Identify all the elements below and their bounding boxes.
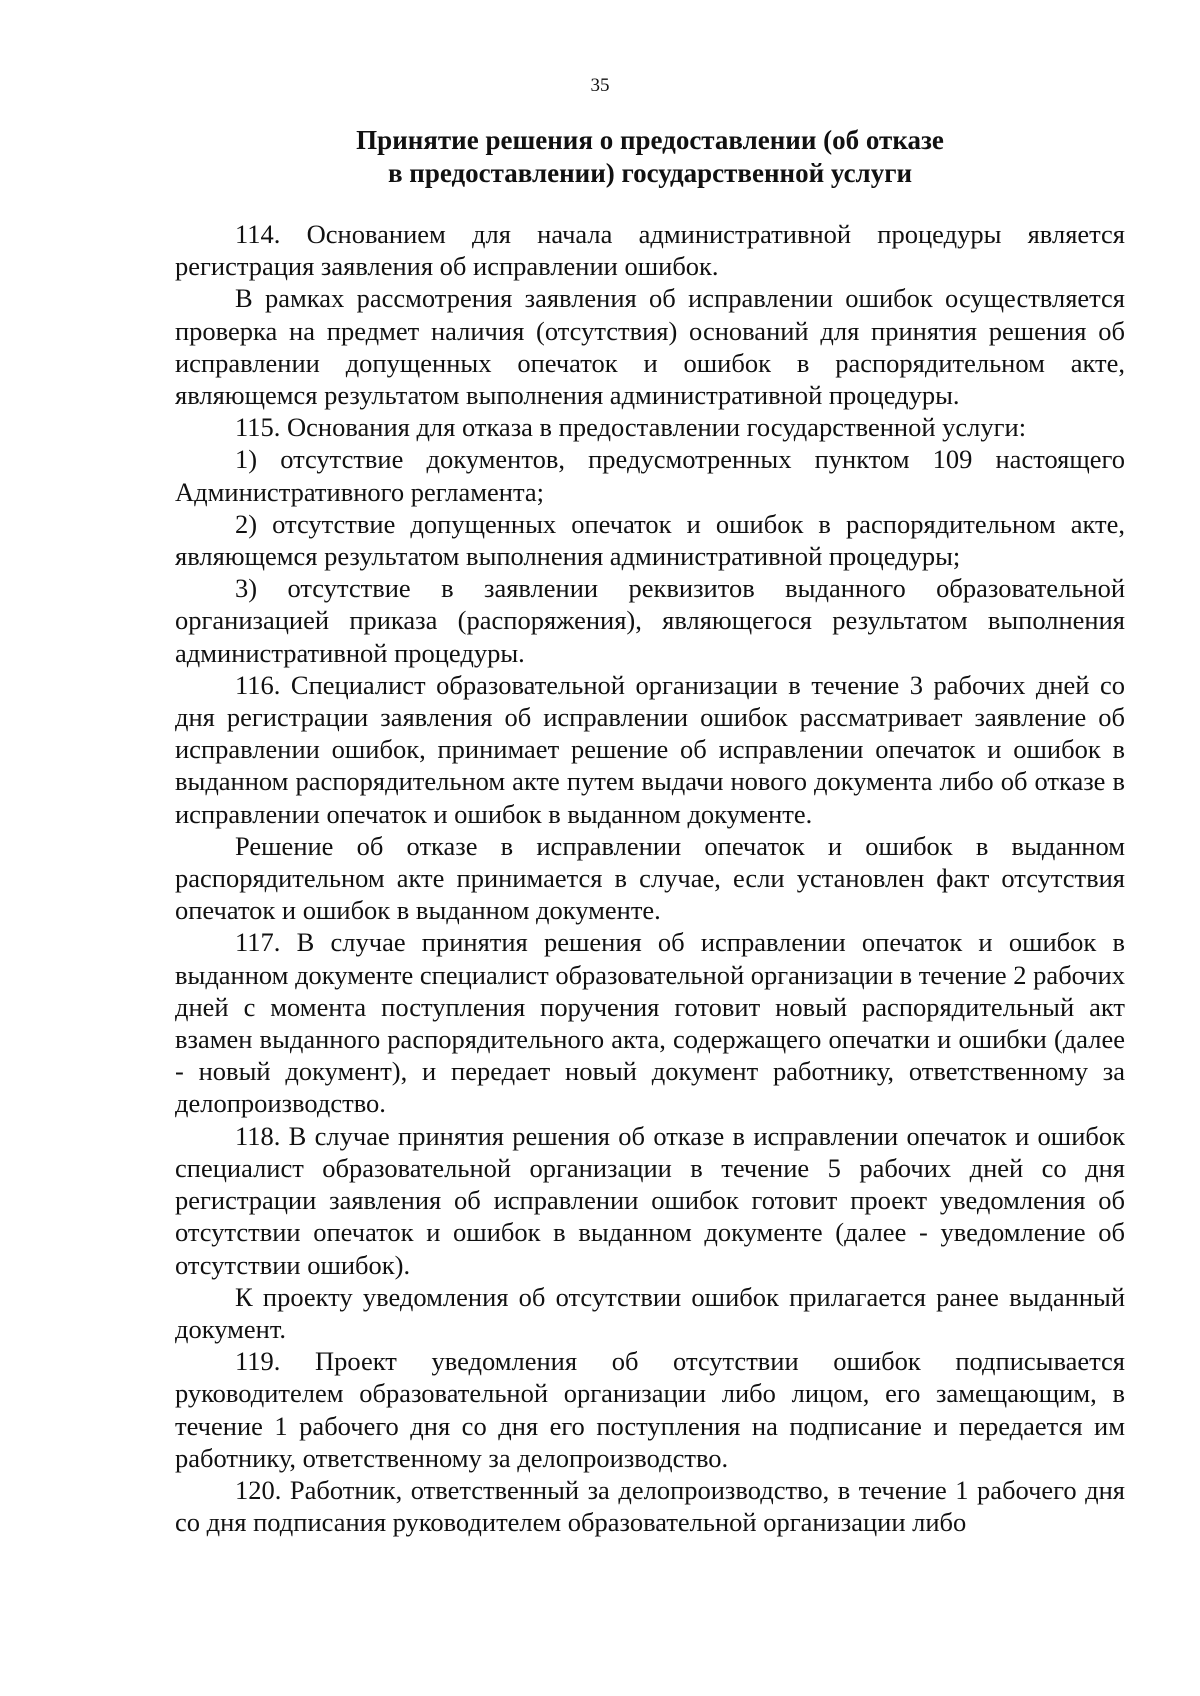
paragraph-116-refusal: Решение об отказе в исправлении опечаток и ошибок в выданном распорядительном акте принимается в случае, если установлен факт отсутствия опечаток и ошибок в выданном документе. [175,830,1125,926]
paragraph-116: 116. Специалист образовательной организации в течение 3 рабочих дней со дня регистрации заявления об исправлении ошибок рассматривает заявление об исправлении ошибок, принимает решение об исправлении опечаток и ошибок в выданном распорядительном акте путем выдачи нового документа либо об отказе в исправлении опечаток и ошибок в выданном документе. [175,669,1125,829]
paragraph-115: 115. Основания для отказа в предоставлении государственной услуги: [235,412,1027,443]
paragraph-120: 120. Работник, ответственный за делопроизводство, в течение 1 рабочего дня со дня подписания руководителем образовательной организации либо [175,1474,1125,1538]
paragraph-119: 119. Проект уведомления об отсутствии ошибок подписывается руководителем образовательной организации либо лицом, его замещающим, в течение 1 рабочего дня со дня его поступления на подписание и передается им работнику, ответственному за делопроизводство. [175,1346,1125,1473]
paragraph-118: 118. В случае принятия решения об отказе в исправлении опечаток и ошибок специалист образовательной организации в течение 5 рабочих дней со дня регистрации заявления об исправлении ошибок готовит проект уведомления об отсутствии опечаток и ошибок в выданном документе (далее - уведомление об отсутствии ошибок). [175,1120,1125,1280]
section-title-line-1: Принятие решения о предоставлении (об отказе [356,125,944,155]
paragraph-117: 117. В случае принятия решения об исправлении опечаток и ошибок в выданном документе специалист образовательной организации в течение 2 рабочих дней с момента поступления поручения готовит новый распорядительный акт взамен выданного распорядительного акта, содержащего опечатки и ошибки (далее - новый документ), и передает новый документ работнику, ответственному за делопроизводство. [175,927,1126,1119]
paragraph-115-item-2: 2) отсутствие допущенных опечаток и ошибок в распорядительном акте, являющемся результатом выполнения административной процедуры; [175,508,1125,572]
page-number: 35 [590,75,610,96]
paragraph-118-attachment: К проекту уведомления об отсутствии ошибок прилагается ранее выданный документ. [175,1281,1125,1344]
paragraph-114-review: В рамках рассмотрения заявления об исправлении ошибок осуществляется проверка на предмет наличия (отсутствия) оснований для принятия решения об исправлении допущенных опечаток и ошибок в распорядительном акте, являющемся результатом выполнения административной процедуры. [175,283,1125,411]
document-body [175,218,1125,1538]
paragraph-115-item-3: 3) отсутствие в заявлении реквизитов выданного образовательной организацией приказа (распоряжения), являющегося результатом выполнения административной процедуры. [175,573,1125,668]
section-title [175,124,1125,190]
section-title-line-2: в предоставлении) государственной услуги [387,158,913,188]
paragraph-114: 114. Основанием для начала административной процедуры является регистрация заявления об исправлении ошибок. [175,219,1125,282]
paragraph-115-item-1: 1) отсутствие документов, предусмотренных пунктом 109 настоящего Административного регламента; [175,444,1125,507]
